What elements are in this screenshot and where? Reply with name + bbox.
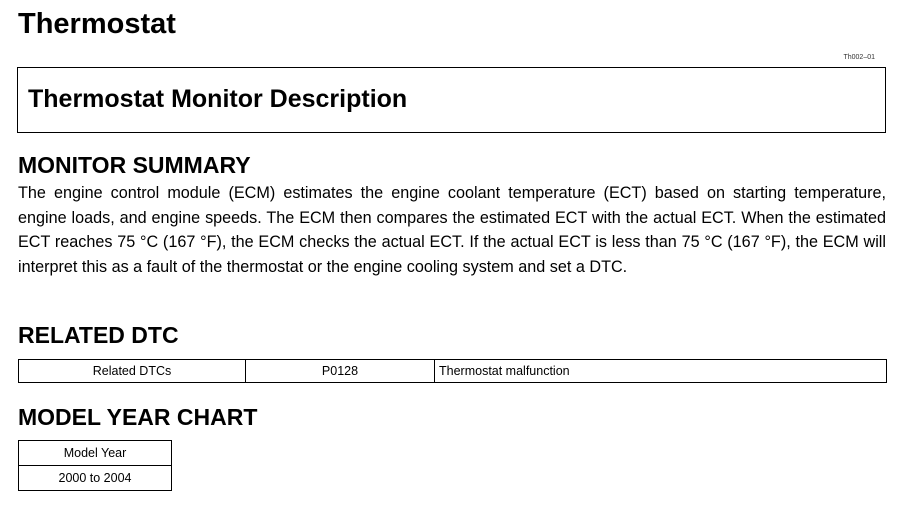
model-year-value-cell: 2000 to 2004: [19, 466, 172, 491]
dtc-label-cell: Related DTCs: [19, 360, 246, 383]
section-title: Thermostat Monitor Description: [28, 85, 408, 113]
model-year-table: [18, 440, 172, 491]
monitor-summary-text: The engine control module (ECM) estimates the engine coolant temperature (ECT) based on starting temperature, engine loads, and engine speeds. The ECM then compares the estimated ECT with the actual ECT. When the estimated ECT reaches 75 °C (167 °F), the ECM checks the actual ECT. If the actual ECT is less than 75 °C (167 °F), the ECM will interpret this as a fault of the thermostat or the engine cooling system and set a DTC.: [18, 184, 886, 276]
section-title-box: [17, 67, 886, 133]
dtc-description-cell: Thermostat malfunction: [435, 360, 887, 383]
model-year-header-cell: Model Year: [19, 441, 172, 466]
page-title: Thermostat: [18, 8, 176, 40]
related-dtc-table: [18, 359, 887, 383]
page-code: Th002–01: [843, 54, 875, 61]
table-row: [19, 441, 172, 466]
monitor-summary-heading: MONITOR SUMMARY: [18, 152, 251, 178]
table-row: [19, 466, 172, 491]
model-year-chart-heading: MODEL YEAR CHART: [18, 404, 258, 430]
related-dtc-heading: RELATED DTC: [18, 322, 179, 348]
table-row: [19, 360, 887, 383]
dtc-code-cell: P0128: [246, 360, 435, 383]
